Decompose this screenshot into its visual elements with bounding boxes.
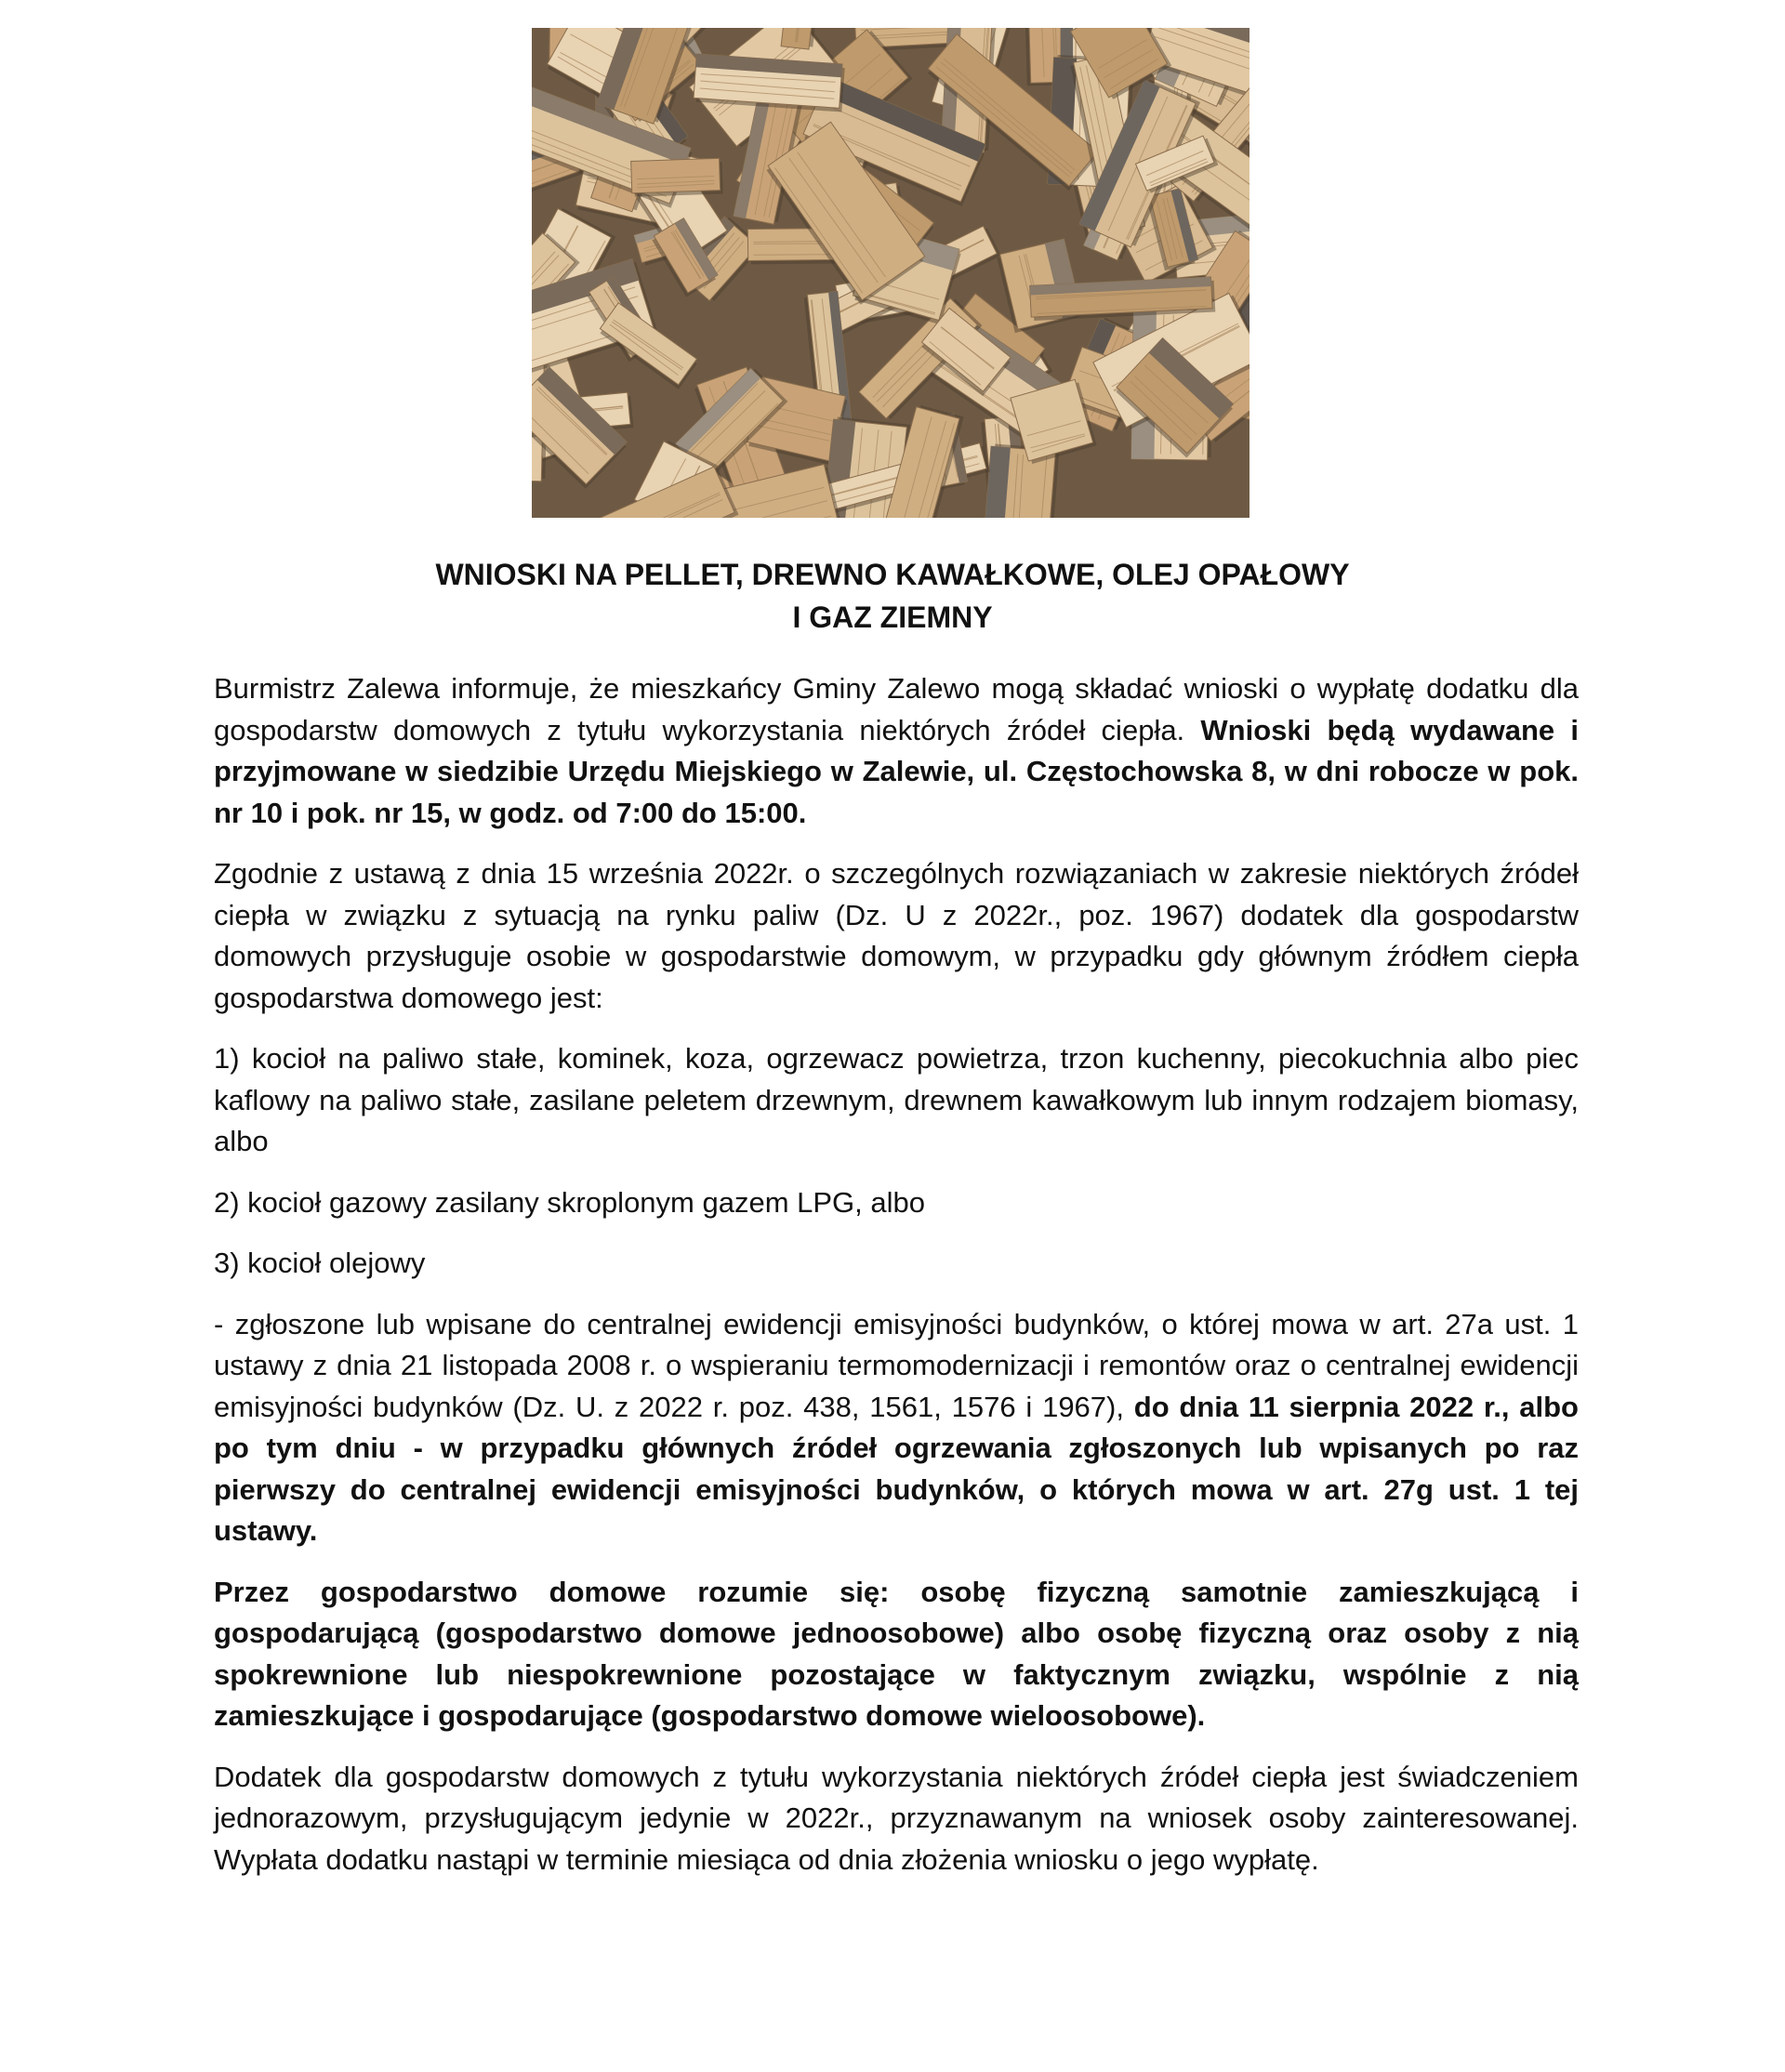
list-item-3: 3) kocioł olejowy (214, 1247, 426, 1279)
paragraph-payment: Dodatek dla gospodarstw domowych z tytułu wykorzystania niektórych źródeł ciepła jest świadczeniem jednorazowym, przysługującym jedynie w 2022r., przyznawanym na wniosek osoby zainteresowanej. Wypłata dodatku nastąpi w terminie miesiąca od dnia złożenia wniosku o jego wypłatę. (214, 1760, 1579, 1876)
page-title (186, 553, 1599, 639)
household-definition: Przez gospodarstwo domowe rozumie się: osobę fizyczną samotnie zamieszkującą i gospodarującą (gospodarstwo domowe jednoosobowe) albo osobę fizyczną oraz osoby z nią spokrewnione lub niespokrewnione pozostające w faktycznym związku, wspólnie z nią zamieszkujące i gospodarujące (gospodarstwo domowe wieloosobowe). (214, 1575, 1579, 1732)
paragraph-intro (214, 668, 1579, 834)
list-item-2: 2) kocioł gazowy zasilany skroplonym gazem LPG, albo (214, 1185, 926, 1219)
wood-piece (631, 158, 723, 197)
title-line-2: I GAZ ZIEMNY (792, 600, 993, 634)
registry-text: - zgłoszone lub wpisane do centralnej ewidencji emisyjności budynków, o której mowa w art. 27a ust. 1 ustawy z dnia 21 listopada 2008 r. o wspieraniu termomodernizacji i remontów oraz o centralnej ewidencji emisyjności budynków (Dz. U. z 2022 r. poz. 438, 1561, 1576 i 1967), (214, 1307, 1579, 1423)
paragraph-registry (214, 1304, 1579, 1552)
list-item-1: 1) kocioł na paliwo stałe, kominek, koza, ogrzewacz powietrza, trzon kuchenny, piecokuchnia albo piec kaflowy na paliwo stałe, zasilane peletem drzewnym, drewnem kawałkowym lub innym rodzajem biomasy, albo (214, 1042, 1579, 1157)
title-line-1: WNIOSKI NA PELLET, DREWNO KAWAŁKOWE, OLEJ OPAŁOWY (435, 558, 1350, 591)
paragraph-household (214, 1572, 1579, 1737)
intro-bold: Wnioski będą wydawane i przyjmowane w siedzibie Urzędu Miejskiego w Zalewie, ul. Częstochowska 8, w dni robocze w pok. nr 10 i pok. nr 15, w godz. od 7:00 do 15:00. (214, 713, 1579, 829)
firewood-photo (532, 28, 1250, 518)
article-body (214, 668, 1579, 1900)
registry-bold: do dnia 11 sierpnia 2022 r., albo po tym dniu - w przypadku głównych źródeł ogrzewania zgłoszonych lub wpisanych po raz pierwszy do centralnej ewidencji emisyjności budynków, o których mowa w art. 27g ust. 1 tej ustawy. (214, 1390, 1579, 1547)
intro-text: Burmistrz Zalewa informuje, że mieszkańcy Gminy Zalewo mogą składać wnioski o wypłatę dodatku dla gospodarstw domowych z tytułu wykorzystania niektórych źródeł ciepła. (214, 672, 1579, 746)
firewood-icon (532, 28, 1250, 518)
paragraph-law: Zgodnie z ustawą z dnia 15 września 2022r. o szczególnych rozwiązaniach w zakresie niektórych źródeł ciepła w związku z sytuacją na rynku paliw (Dz. U z 2022r., poz. 1967) dodatek dla gospodarstw domowych przysługuje osobie w gospodarstwie domowym, w przypadku gdy głównym źródłem ciepła gospodarstwa domowego jest: (214, 857, 1579, 1014)
